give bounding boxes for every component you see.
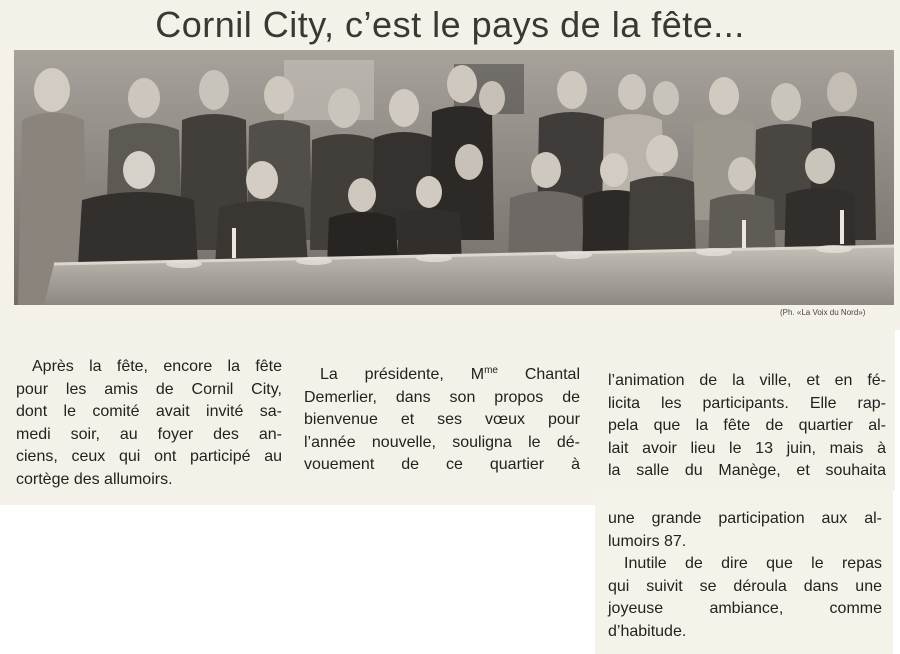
text-line: cortège des allumoirs. bbox=[16, 470, 173, 488]
group-photo bbox=[14, 50, 894, 305]
text-line: pela que la fête de quartier al- bbox=[608, 417, 886, 434]
text-line: l’animation de la ville, et en fé- bbox=[608, 372, 886, 389]
text-line: dont le comité avait invité sa- bbox=[16, 403, 282, 420]
text-line: Inutile de dire que le repas bbox=[624, 555, 882, 572]
text-line: d’habitude. bbox=[608, 622, 687, 640]
text-line: lait avoir lieu le 13 juin, mais à bbox=[608, 439, 886, 457]
honorific-superscript: me bbox=[484, 365, 498, 376]
text-line-with-honorific bbox=[304, 364, 580, 387]
text-line: l’année nouvelle, souligna le dé- bbox=[304, 433, 580, 451]
text-line: medi soir, au foyer des an- bbox=[16, 425, 282, 443]
text-line: Demerlier, dans son propos de bbox=[304, 388, 580, 406]
article-column-3 bbox=[608, 370, 886, 483]
text-line: pour les amis de Cornil City, bbox=[16, 380, 282, 398]
group-photo-illustration bbox=[14, 50, 894, 305]
text-line: joyeuse ambiance, comme bbox=[608, 600, 882, 617]
article-column-2 bbox=[304, 364, 580, 477]
text-line: bienvenue et ses vœux pour bbox=[304, 411, 580, 428]
text-fragment: Chantal bbox=[497, 366, 580, 383]
article-column-1 bbox=[16, 356, 282, 491]
article-headline: Cornil City, c’est le pays de la fête... bbox=[155, 4, 745, 45]
photo-credit: (Ph. «La Voix du Nord») bbox=[780, 308, 866, 317]
text-line: Après la fête, encore la fête bbox=[32, 358, 282, 375]
text-line: vouement de ce quartier à bbox=[304, 456, 580, 473]
text-line: licita les participants. Elle rap- bbox=[608, 394, 886, 412]
text-line: ciens, ceux qui ont participé au bbox=[16, 448, 282, 465]
text-line: lumoirs 87. bbox=[608, 532, 687, 550]
text-line: qui suivit se déroula dans une bbox=[608, 577, 882, 595]
text-line: la salle du Manège, et souhaita bbox=[608, 462, 886, 479]
text-line: une grande participation aux al- bbox=[608, 510, 882, 527]
article-column-3-continued bbox=[608, 508, 882, 643]
text-fragment: La présidente, M bbox=[320, 366, 485, 383]
